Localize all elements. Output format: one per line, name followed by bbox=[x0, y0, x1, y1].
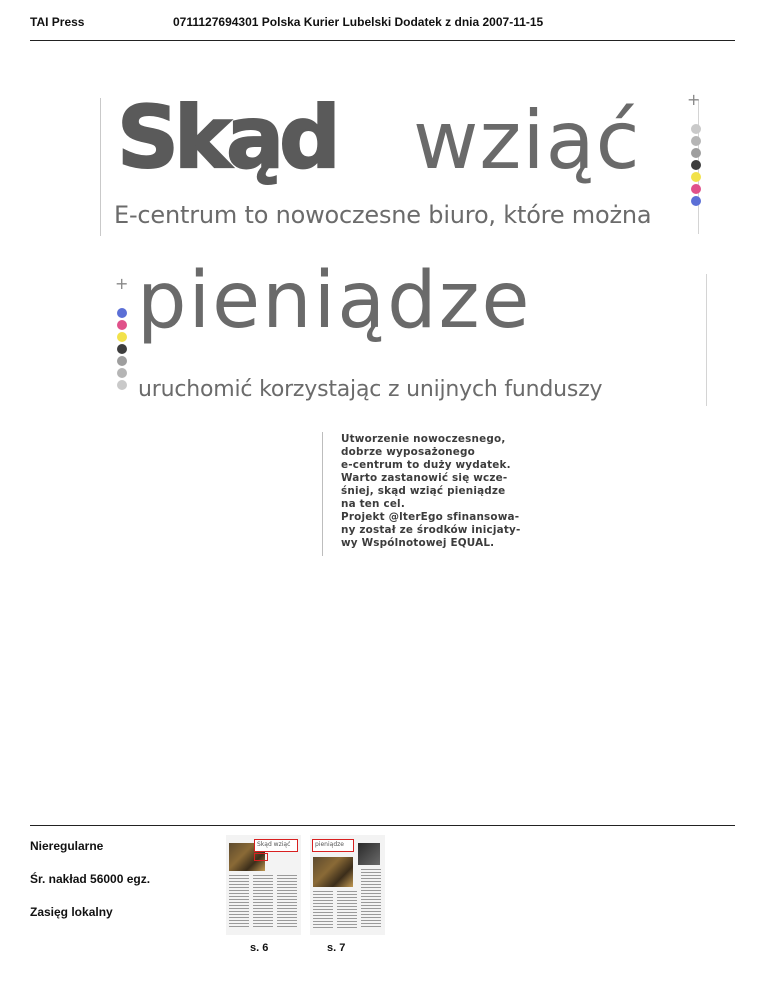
lead-line: Warto zastanowić się wcze- bbox=[341, 472, 508, 484]
registration-cross-icon: + bbox=[115, 274, 129, 293]
thumbnail-text-column bbox=[253, 875, 273, 929]
lead-line: e-centrum to duży wydatek. bbox=[341, 459, 511, 471]
page-thumbnail-s6[interactable] bbox=[226, 835, 301, 935]
thumbnail-lead-highlight bbox=[254, 853, 268, 861]
thumbnail-text-column bbox=[337, 891, 357, 929]
lead-line: wy Wspólnotowej EQUAL. bbox=[341, 537, 495, 549]
registration-dot-icon bbox=[691, 196, 701, 206]
registration-dot-icon bbox=[691, 160, 701, 170]
headline-light-word: wziąć bbox=[413, 94, 641, 187]
subheadline-second: uruchomić korzystając z unijnych funduszy bbox=[138, 377, 603, 402]
publication-frequency: Nieregularne bbox=[30, 839, 104, 853]
lead-line: Utworzenie nowoczesnego, bbox=[341, 433, 506, 445]
thumbnail-headline-highlight bbox=[254, 839, 298, 852]
clipping-edge-left bbox=[100, 98, 101, 236]
registration-dot-icon bbox=[117, 332, 127, 342]
lead-line: ny został ze środków inicjaty- bbox=[341, 524, 521, 536]
headline-clipping-bottom bbox=[97, 256, 712, 410]
thumbnail-photo bbox=[313, 857, 353, 887]
headline-bold-word: Skąd bbox=[117, 88, 336, 188]
registration-dot-icon bbox=[691, 148, 701, 158]
lead-paragraph bbox=[341, 433, 541, 550]
thumbnail-text-column bbox=[277, 875, 297, 929]
subheadline-first: E-centrum to nowoczesne biuro, które można bbox=[114, 201, 652, 229]
registration-dot-icon bbox=[691, 124, 701, 134]
page-label-s6: s. 6 bbox=[250, 942, 269, 954]
clipping-edge-right bbox=[706, 274, 707, 406]
thumbnail-portrait bbox=[358, 843, 380, 865]
thumbnail-text-column bbox=[313, 891, 333, 929]
color-registration-marks bbox=[117, 308, 129, 392]
registration-dot-icon bbox=[691, 184, 701, 194]
header-divider bbox=[30, 40, 735, 41]
registration-dot-icon bbox=[691, 136, 701, 146]
lead-line: Projekt @lterEgo sfinansowa- bbox=[341, 511, 520, 523]
headline-second-line: pieniądze bbox=[137, 256, 532, 346]
source-name: TAI Press bbox=[30, 15, 85, 29]
registration-cross-icon: + bbox=[687, 90, 701, 109]
lead-line: na ten cel. bbox=[341, 498, 405, 510]
registration-dot-icon bbox=[117, 368, 127, 378]
thumbnail-text-column bbox=[229, 875, 249, 929]
lead-line: dobrze wyposażonego bbox=[341, 446, 476, 458]
registration-dot-icon bbox=[117, 308, 127, 318]
registration-dot-icon bbox=[117, 356, 127, 366]
headline-clipping-top bbox=[97, 88, 705, 237]
registration-dot-icon bbox=[117, 344, 127, 354]
footer-divider bbox=[30, 825, 735, 826]
document-id: 0711127694301 Polska Kurier Lubelski Dodatek z dnia 2007-11-15 bbox=[173, 15, 544, 29]
thumbnail-text-column bbox=[361, 869, 381, 929]
thumbnail-headline-highlight bbox=[312, 839, 354, 852]
color-registration-marks bbox=[691, 124, 703, 208]
page-label-s7: s. 7 bbox=[327, 942, 346, 954]
page-thumbnail-s7[interactable] bbox=[310, 835, 385, 935]
thumbnail-headline: Skąd wziąć bbox=[257, 841, 291, 848]
lead-rule bbox=[322, 432, 323, 556]
average-circulation: Śr. nakład 56000 egz. bbox=[30, 872, 151, 886]
thumbnail-headline: pieniądze bbox=[315, 841, 344, 848]
registration-dot-icon bbox=[117, 320, 127, 330]
registration-dot-icon bbox=[117, 380, 127, 390]
registration-dot-icon bbox=[691, 172, 701, 182]
lead-line: śniej, skąd wziąć pieniądze bbox=[341, 485, 506, 497]
distribution-range: Zasięg lokalny bbox=[30, 905, 113, 919]
